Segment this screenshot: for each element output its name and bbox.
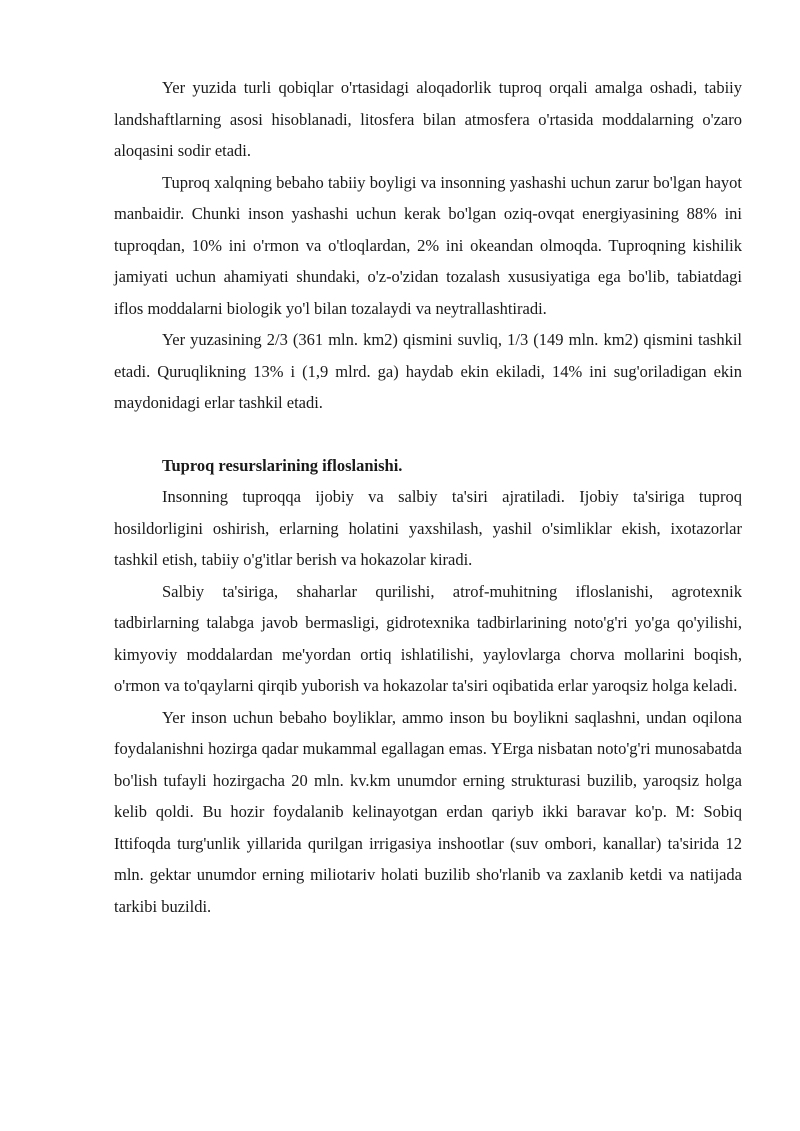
paragraph-3: Yer yuzasining 2/3 (361 mln. km2) qismini suvliq, 1/3 (149 mln. km2) qismini tashkil etadi. Quruqlikning 13% i (1,9 mlrd. ga) haydab ekin ekiladi, 14% ini sug'oriladigan ekin maydonidagi erlar tashkil etadi.	[114, 330, 742, 412]
section-heading: Tuproq resurslarining ifloslanishi.	[162, 455, 403, 475]
paragraph-1: Yer yuzida turli qobiqlar o'rtasidagi aloqadorlik tuproq orqali amalga oshadi, tabiiy landshaftlarning asosi hisoblanadi, litosfera bilan atmosfera o'rtasida moddalarning o'zaro aloqasini sodir etadi.	[114, 78, 742, 160]
paragraph-5: Salbiy ta'siriga, shaharlar qurilishi, atrof-muhitning ifloslanishi, agrotexnik tadbirlarning talabga javob bermasligi, gidrotexnika tadbirlarining noto'g'ri yo'ga qo'yilishi, kimyoviy moddalardan me'yordan ortiq ishlatilishi, yaylovlarga chorva mollarini boqish, o'rmon va to'qaylarni qirqib yuborish va hokazolar ta'siri oqibatida erlar yaroqsiz holga keladi.	[114, 581, 742, 695]
paragraph-6: Yer inson uchun bebaho boyliklar, ammo inson bu boylikni saqlashni, undan oqilona foydalanishni hozirga qadar mukammal egallagan emas. YErga nisbatan noto'g'ri munosabatda bo'lish tufayli hozirgacha 20 mln. kv.km unumdor erning strukturasi buzilib, yaroqsiz holga kelib qoldi. Bu hozir foydalanib kelinayotgan erdan qariyb ikki baravar ko'p. M: Sobiq Ittifoqda turg'unlik yillarida qurilgan irrigasiya inshootlar (suv ombori, kanallar) ta'sirida 12 mln. gektar unumdor erning miliotariv holati buzilib sho'rlanib va zaxlanib ketdi va natijada tarkibi buzildi.	[114, 707, 742, 916]
paragraph-2: Tuproq xalqning bebaho tabiiy boyligi va insonning yashashi uchun zarur bo'lgan hayot manbaidir. Chunki inson yashashi uchun kerak bo'lgan oziq-ovqat energiyasining 88% ini tuproqdan, 10% ini o'rmon va o'tloqlardan, 2% ini okeandan olmoqda. Tuproqning kishilik jamiyati uchun ahamiyati shundaki, o'z-o'zidan tozalash xususiyatiga ega bo'lib, tabiatdagi iflos moddalarni biologik yo'l bilan tozalaydi va neytrallashtiradi.	[114, 172, 742, 318]
document-page	[114, 72, 742, 922]
paragraph-4: Insonning tuproqqa ijobiy va salbiy ta'siri ajratiladi. Ijobiy ta'siriga tuproq hosildorligini oshirish, erlarning holatini yaxshilash, yashil o'simliklar ekish, ixotazorlar tashkil etish, tabiiy o'g'itlar berish va hokazolar kiradi.	[114, 487, 742, 569]
